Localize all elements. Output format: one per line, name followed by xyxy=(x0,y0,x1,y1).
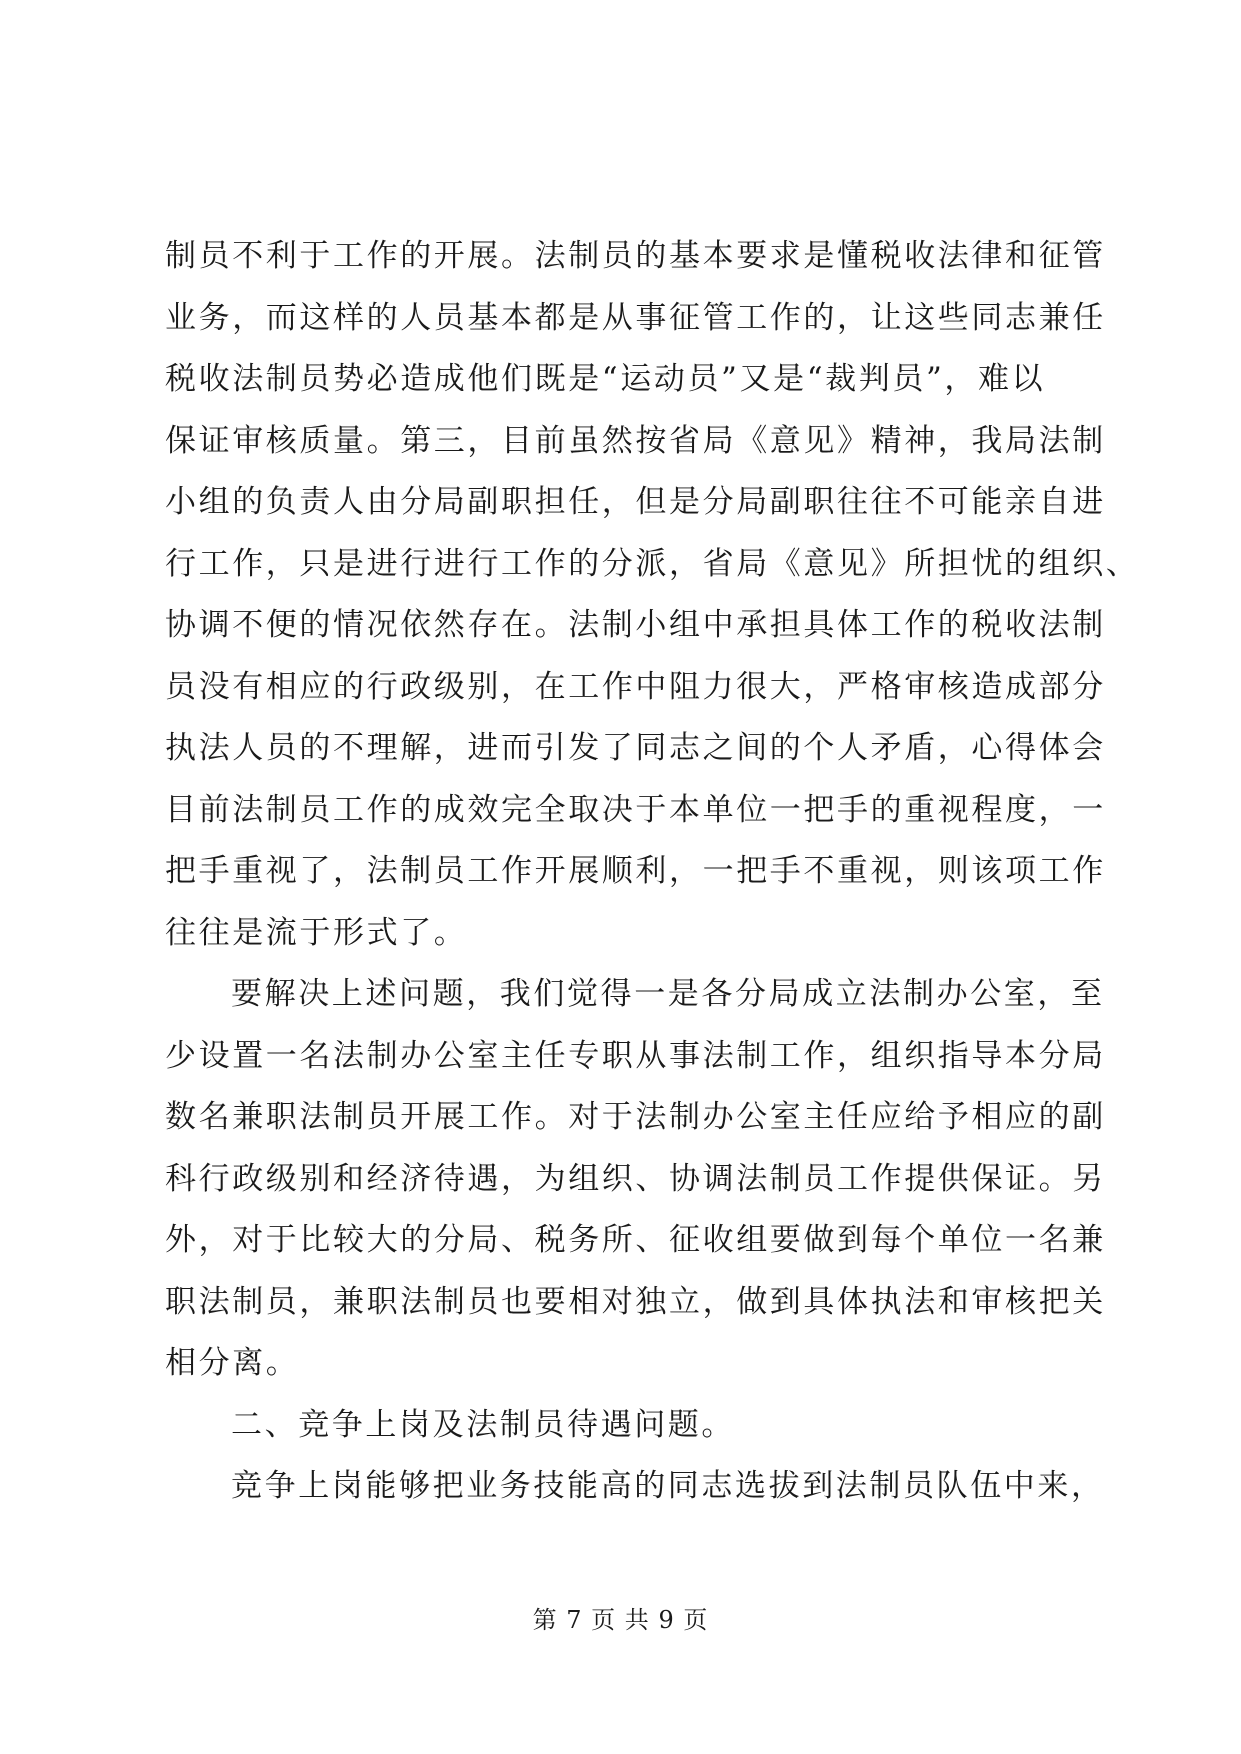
text-line: 制员不利于工作的开展。法制员的基本要求是懂税收法律和征管 xyxy=(165,238,1106,274)
text-line: 职法制员，兼职法制员也要相对独立，做到具体执法和审核把关 xyxy=(165,1283,1106,1320)
text-line: 少设置一名法制办公室主任专职从事法制工作，组织指导本分局 xyxy=(165,1037,1106,1074)
text-line: 员没有相应的行政级别，在工作中阻力很大，严格审核造成部分 xyxy=(165,668,1106,705)
paragraph xyxy=(165,1456,1105,1518)
text-line: 行工作，只是进行进行工作的分派，省局《意见》所担忧的组织、 xyxy=(165,545,1140,582)
text-line: 税收法制员势必造成他们既是“运动员”又是“裁判员”，难以 xyxy=(165,361,1046,397)
text-line: 把手重视了，法制员工作开展顺利，一把手不重视，则该项工作 xyxy=(165,853,1106,889)
text-line: 保证审核质量。第三，目前虽然按省局《意见》精神，我局法制 xyxy=(165,422,1106,459)
text-line: 竞争上岗能够把业务技能高的同志选拔到法制员队伍中来， xyxy=(231,1468,1105,1504)
document-body xyxy=(165,226,1140,1518)
text-line: 数名兼职法制员开展工作。对于法制办公室主任应给予相应的副 xyxy=(165,1099,1106,1135)
paragraph xyxy=(165,1395,1085,1457)
paragraph xyxy=(165,226,1140,964)
text-line: 科行政级别和经济待遇，为组织、协调法制员工作提供保证。另 xyxy=(165,1160,1106,1197)
text-line: 外，对于比较大的分局、税务所、征收组要做到每个单位一名兼 xyxy=(165,1222,1106,1258)
text-line: 相分离。 xyxy=(165,1345,300,1381)
text-line: 执法人员的不理解，进而引发了同志之间的个人矛盾，心得体会 xyxy=(165,730,1106,766)
text-line: 协调不便的情况依然存在。法制小组中承担具体工作的税收法制 xyxy=(165,607,1106,643)
text-line: 业务，而这样的人员基本都是从事征管工作的，让这些同志兼任 xyxy=(165,299,1106,336)
text-line: 小组的负责人由分局副职担任，但是分局副职往往不可能亲自进 xyxy=(165,484,1106,520)
text-line: 目前法制员工作的成效完全取决于本单位一把手的重视程度，一 xyxy=(165,791,1106,828)
text-line: 往往是流于形式了。 xyxy=(165,914,468,951)
text-line: 二、竞争上岗及法制员待遇问题。 xyxy=(231,1406,735,1443)
page-footer: 第 7 页 共 9 页 xyxy=(532,1606,709,1634)
text-line: 要解决上述问题，我们觉得一是各分局成立法制办公室，至 xyxy=(231,976,1105,1012)
paragraph xyxy=(165,964,1106,1395)
